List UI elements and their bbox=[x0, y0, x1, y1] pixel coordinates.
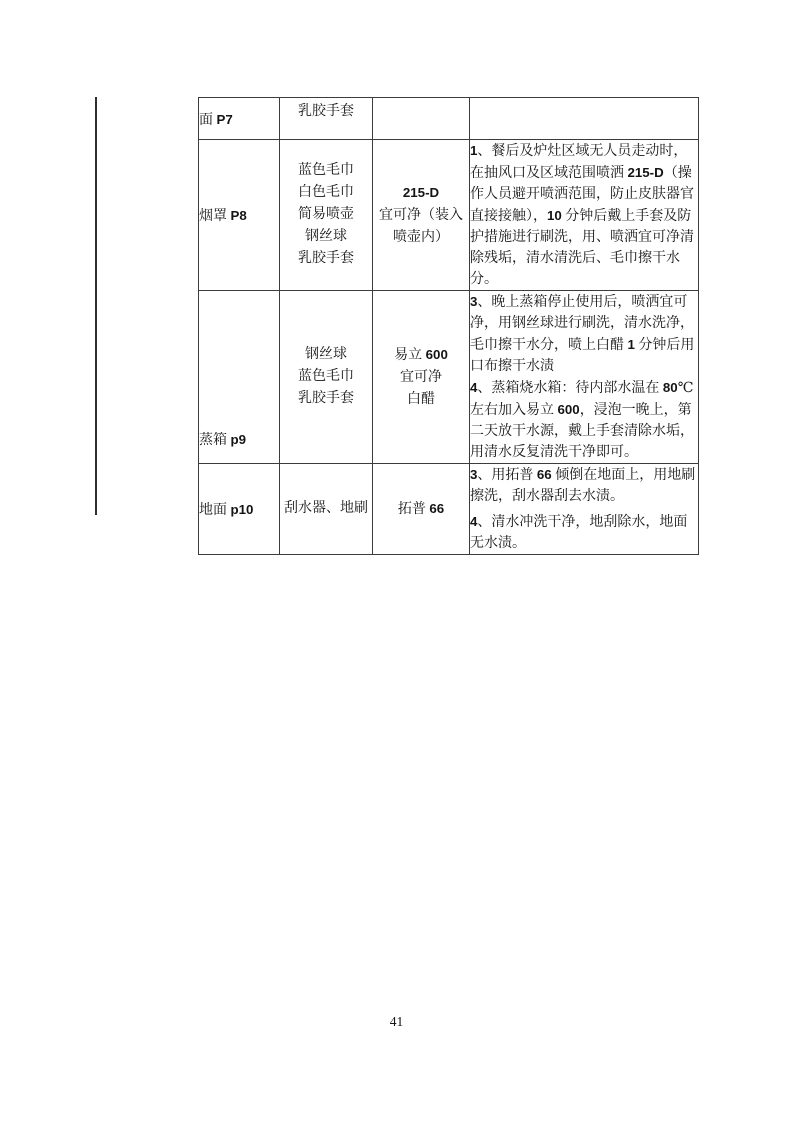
tool-item: 乳胶手套 bbox=[298, 251, 354, 266]
cleaning-procedures-table bbox=[198, 97, 699, 555]
tools-cell bbox=[280, 464, 373, 555]
tool-item: 简易喷壶 bbox=[298, 207, 354, 222]
agents-cell bbox=[373, 291, 470, 464]
steps-cell bbox=[470, 464, 699, 555]
step-paragraph: 1、餐后及炉灶区域无人员走动时，在抽风口及区域范围喷洒 215-D（操作人员避开喷洒范围，防止皮肤器官直接接触），10 分钟后戴上手套及防护措施进行刷洗，用、喷洒宜可净清除残垢，清水清洗后、毛巾擦干水分。 bbox=[470, 143, 694, 287]
area-label: 烟罩 P8 bbox=[199, 208, 247, 224]
area-cell bbox=[199, 291, 280, 464]
tool-item: 蓝色毛巾 bbox=[298, 369, 354, 384]
agent-item: 宜可净 bbox=[400, 369, 442, 385]
table-row-p8 bbox=[199, 140, 699, 291]
agent-item: 白醋 bbox=[407, 391, 435, 407]
step-paragraph: 4、清水冲洗干净，地刮除水，地面无水渍。 bbox=[470, 514, 688, 551]
area-label: 面 P7 bbox=[199, 111, 233, 128]
agents-cell bbox=[373, 140, 470, 291]
area-cell bbox=[199, 98, 280, 140]
tools-cell bbox=[280, 98, 373, 140]
step-paragraph: 4、蒸箱烧水箱：待内部水温在 80℃左右加入易立 600，浸泡一晚上，第二天放干水源，戴上手套清除水垢，用清水反复清洗干净即可。 bbox=[470, 380, 694, 460]
steps-cell bbox=[470, 98, 699, 140]
tools-cell bbox=[280, 140, 373, 291]
area-label: 蒸箱 p9 bbox=[199, 432, 247, 448]
tool-item: 蓝色毛巾 bbox=[298, 163, 354, 178]
tool-item: 白色毛巾 bbox=[298, 185, 354, 200]
tool-item: 乳胶手套 bbox=[298, 391, 354, 406]
steps-cell bbox=[470, 291, 699, 464]
agents-cell bbox=[373, 98, 470, 140]
tool-item: 乳胶手套 bbox=[298, 104, 354, 119]
revision-change-bar bbox=[95, 97, 97, 515]
agent-item: 宜可净（装入喷壶内） bbox=[379, 207, 463, 245]
tool-item: 钢丝球 bbox=[305, 229, 347, 244]
area-cell bbox=[199, 140, 280, 291]
table-row-p9 bbox=[199, 291, 699, 464]
agent-item: 拓普 66 bbox=[397, 500, 445, 517]
steps-cell bbox=[470, 140, 699, 291]
agent-item: 易立 600 bbox=[394, 346, 448, 363]
agents-cell bbox=[373, 464, 470, 555]
area-label: 地面 p10 bbox=[199, 502, 254, 518]
area-cell bbox=[199, 464, 280, 555]
page-number: 41 bbox=[389, 1014, 404, 1029]
tool-item: 刮水器、地刷 bbox=[284, 501, 368, 516]
table-row-p10 bbox=[199, 464, 699, 555]
tool-item: 钢丝球 bbox=[305, 347, 347, 362]
tools-cell bbox=[280, 291, 373, 464]
table-row-p7 bbox=[199, 98, 699, 140]
step-paragraph: 3、晚上蒸箱停止使用后，喷洒宜可净，用钢丝球进行刷洗，清水洗净，毛巾擦干水分，喷上白醋 1 分钟后用口布擦干水渍 bbox=[470, 294, 695, 374]
step-paragraph: 3、用拓普 66 倾倒在地面上，用地刷擦洗，刮水器刮去水渍。 bbox=[470, 467, 696, 504]
agent-item: 215-D bbox=[402, 184, 440, 200]
